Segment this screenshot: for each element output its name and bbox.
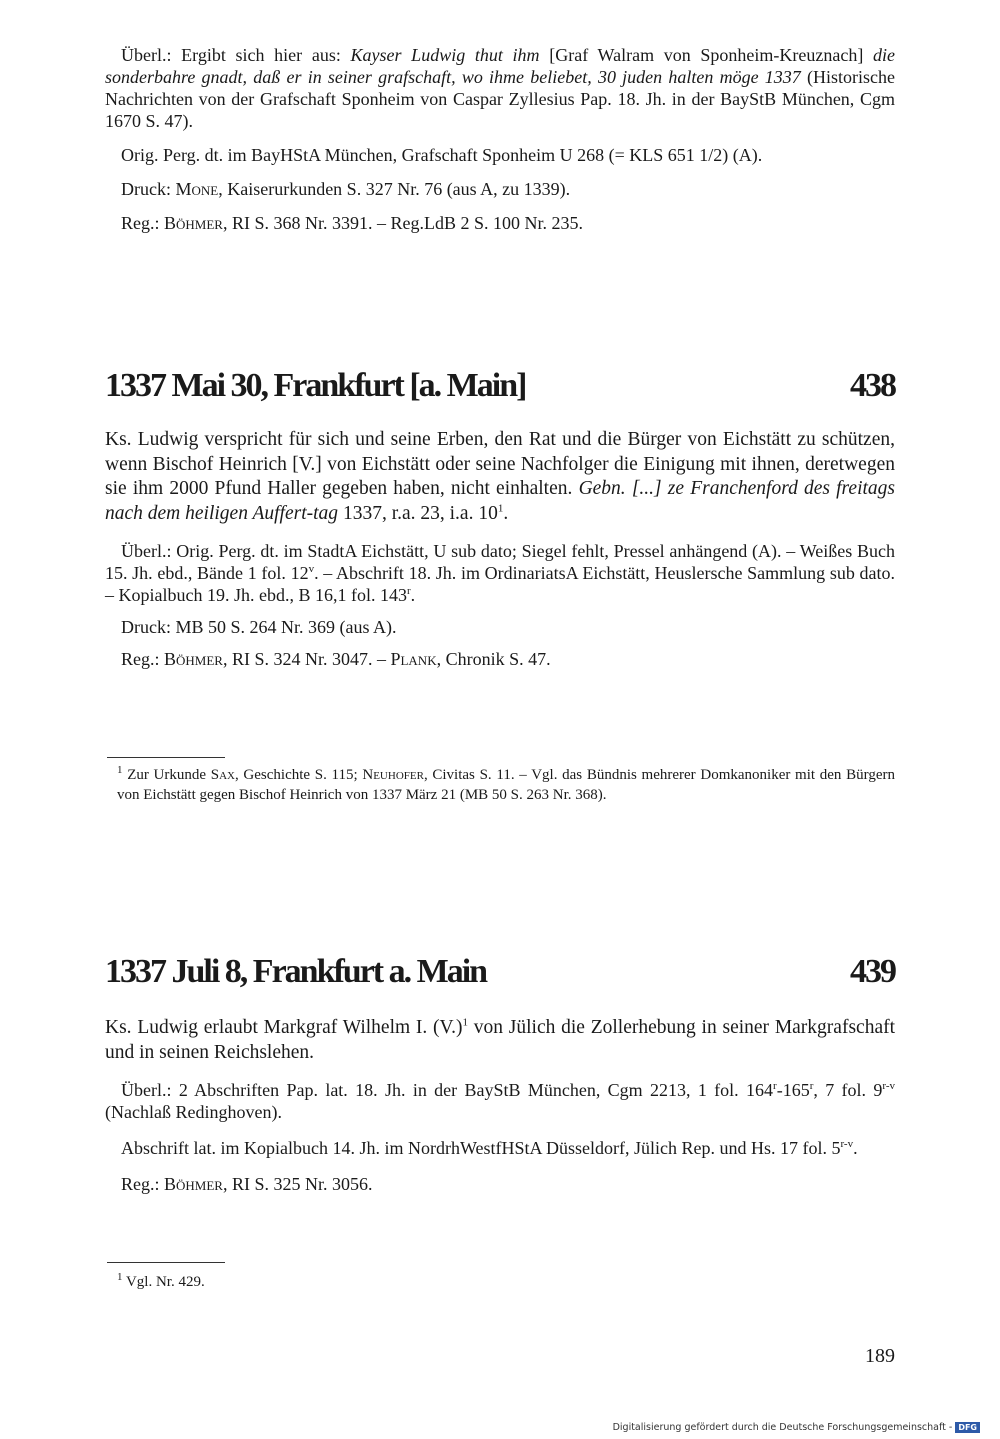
regest-reference: Reg.: Böhmer, RI S. 368 Nr. 3391. – Reg.LdB 2 S. 100 Nr. 235. — [121, 213, 583, 233]
digitization-credit — [613, 1422, 980, 1433]
entry-439-body — [105, 1016, 895, 1195]
entry-438-footnotes — [105, 765, 895, 805]
footnote-ref: 1 — [497, 502, 504, 514]
entry-438-date-place: 1337 Mai 30, Frankfurt [a. Main] — [105, 367, 526, 404]
entry-438-heading — [105, 366, 895, 406]
entry-439-date-place: 1337 Juli 8, Frankfurt a. Main — [105, 953, 487, 990]
footnote-divider — [107, 757, 225, 758]
footnote-ref: 1 — [462, 1016, 468, 1029]
entry-438-regest-reference: Reg.: Böhmer, RI S. 324 Nr. 3047. – Plank, Chronik S. 47. — [121, 649, 551, 669]
footnote: $^1$ Zur Urkunde Sax, Geschichte S. 115; Neuhofer, Civitas S. 11. – Vgl. das Bündnis mehrerer Domkanoniker mit den Bürgern von Eichstätt gegen Bischof Heinrich von 1337 März 21 (MB 50 S. 263 Nr. 368). — [117, 764, 895, 803]
original-note: Orig. Perg. dt. im BayHStA München, Grafschaft Sponheim U 268 (= KLS 651 1/2) (A). — [121, 145, 763, 165]
dfg-logo: DFG — [955, 1422, 980, 1433]
entry-439-regest: Ks. Ludwig erlaubt Markgraf Wilhelm I. $(V.)^1$ von Jülich die Zollerhebung in seiner Markgrafschaft und in seinen Reichslehen. — [105, 1016, 896, 1063]
entry-438-druck: Druck: MB 50 S. 264 Nr. 369 (aus A). — [121, 617, 397, 637]
footnote: $^1$ Vgl. Nr. 429. — [117, 1271, 205, 1290]
footnote-divider — [107, 1262, 225, 1263]
credit-text: Digitalisierung gefördert durch die Deutsche Forschungsgemeinschaft - — [612, 1422, 953, 1433]
entry-439-abschrift: Abschrift lat. im Kopialbuch 14. Jh. im NordrhWestfHStA Düsseldorf, Jülich Rep. und Hs. 17 fol. 5$^{r-v}$. — [121, 1138, 858, 1158]
entry-439-uberlieferung: Überl.: 2 Abschriften Pap. lat. 18. Jh. in der BayStB München, Cgm 2213, 1 fol. 164$^r$-165$^r$, 7 fol. 9$^{r-v}$ (Nachlaß Redinghoven). — [105, 1080, 895, 1122]
page-number: 189 — [865, 1345, 895, 1367]
entry-438-regest: Ks. Ludwig verspricht für sich und seine Erben, den Rat und die Bürger von Eichstätt zu schützen, wenn Bischof Heinrich [V.] von Eichstätt oder seine Nachfolger die Einigung mit ihnen, deretwegen sie ihm 2000 Pfund Haller gegeben haben, nicht einhalten. Gebn. [...] ze Franchenford des freitags nach dem heiligen Auffert-tag 1337, r.a. 23, i.a. $10^1$. — [105, 429, 896, 524]
entry-438-number: 438 — [850, 367, 895, 404]
entry-438-body — [105, 428, 895, 670]
entry-439-regest-reference: Reg.: Böhmer, RI S. 325 Nr. 3056. — [121, 1174, 373, 1194]
druck-note: Druck: Mone, Kaiserurkunden S. 327 Nr. 76 (aus A, zu 1339). — [121, 179, 571, 199]
entry-439-footnotes — [105, 1272, 895, 1292]
uberlieferung-note: Überl.: Ergibt sich hier aus: Kayser Ludwig thut ihm [Graf Walram von Sponheim-Kreuznach] die sonderbahre gnadt, daß er in seiner grafschaft, wo ihme beliebet, 30 juden halten möge 1337 (Historische Nachrichten von der Grafschaft Sponheim von Caspar Zyllesius Pap. 18. Jh. in der BayStB München, Cgm 1670 S. 47). — [105, 45, 896, 131]
continuation-block — [105, 44, 895, 234]
entry-439-number: 439 — [850, 953, 895, 990]
entry-438-uberlieferung: Überl.: Orig. Perg. dt. im StadtA Eichstätt, U sub dato; Siegel fehlt, Pressel anhängend (A). – Weißes Buch 15. Jh. ebd., Bände 1 fol. 12$^v$. – Abschrift 18. Jh. im OrdinariatsA Eichstätt, Heuslersche Sammlung sub dato. – Kopialbuch 19. Jh. ebd., B 16,1 fol. 143$^r$. — [105, 541, 895, 605]
entry-439-heading — [105, 952, 895, 992]
